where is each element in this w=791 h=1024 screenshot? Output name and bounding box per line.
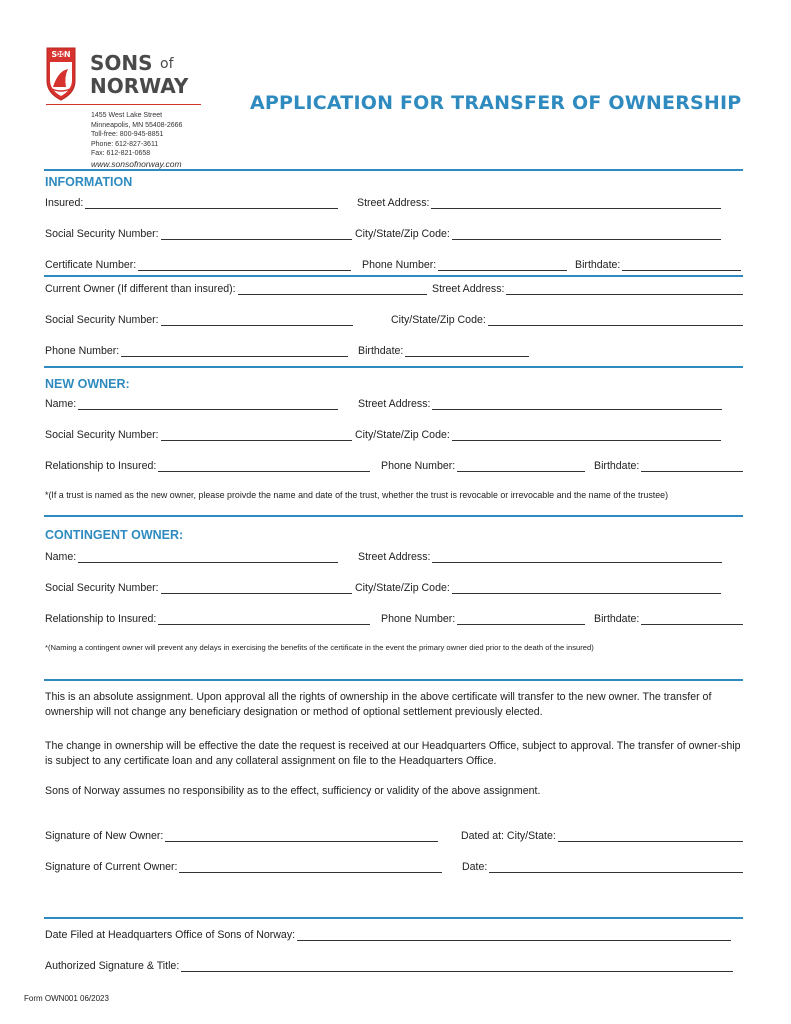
new-owner-city-state-zip-label: City/State/Zip Code: bbox=[355, 429, 450, 441]
contingent-owner-street-address-label: Street Address: bbox=[358, 551, 431, 563]
terms-paragraph-3: Sons of Norway assumes no responsibility as to the effect, sufficiency or validity of the above assignment. bbox=[45, 785, 541, 797]
contingent-owner-city-state-zip-field[interactable] bbox=[355, 582, 721, 594]
section-divider bbox=[44, 169, 743, 171]
brand-of: of bbox=[160, 56, 174, 72]
current-owner-ssn-label: Social Security Number: bbox=[45, 314, 159, 326]
new-owner-ssn-field[interactable] bbox=[45, 429, 352, 441]
brand-sons: SONS bbox=[90, 51, 153, 75]
contingent-owner-relationship-label: Relationship to Insured: bbox=[45, 613, 157, 625]
section-divider bbox=[44, 917, 743, 919]
logo bbox=[46, 47, 201, 105]
phone-number-field[interactable] bbox=[362, 259, 567, 271]
new-owner-birthdate-field[interactable] bbox=[594, 460, 743, 472]
page-title: APPLICATION FOR TRANSFER OF OWNERSHIP bbox=[250, 92, 742, 114]
new-owner-relationship-field[interactable] bbox=[45, 460, 370, 472]
date-filed-field[interactable] bbox=[45, 929, 731, 941]
section-divider bbox=[44, 679, 743, 681]
certificate-number-label: Certificate Number: bbox=[45, 259, 137, 271]
dated-at-field[interactable] bbox=[461, 830, 743, 842]
certificate-number-field[interactable] bbox=[45, 259, 351, 271]
street-address-field[interactable] bbox=[357, 197, 721, 209]
contingent-owner-phone-number-label: Phone Number: bbox=[381, 613, 456, 625]
current-owner-city-state-zip-field[interactable] bbox=[391, 314, 743, 326]
new-owner-birthdate-label: Birthdate: bbox=[594, 460, 640, 472]
current-owner-phone-number-field[interactable] bbox=[45, 345, 348, 357]
section-divider bbox=[44, 366, 743, 368]
contingent-owner-ssn-label: Social Security Number: bbox=[45, 582, 159, 594]
insured-label: Insured: bbox=[45, 197, 84, 209]
current-owner-phone-number-label: Phone Number: bbox=[45, 345, 120, 357]
current-owner-street-address-field[interactable] bbox=[432, 283, 743, 295]
new-owner-phone-number-field[interactable] bbox=[381, 460, 585, 472]
contingent-owner-city-state-zip-label: City/State/Zip Code: bbox=[355, 582, 450, 594]
section-heading-new-owner: NEW OWNER: bbox=[45, 377, 130, 391]
contingent-owner-ssn-field[interactable] bbox=[45, 582, 352, 594]
section-divider bbox=[44, 275, 743, 277]
insured-field[interactable] bbox=[45, 197, 338, 209]
terms-paragraph-2: The change in ownership will be effective the date the request is received at our Headquarters Office, subject to approval. The transfer of owner-ship is subject to any certificate loan and any collateral assignment on file to the Headquarters Office. bbox=[45, 740, 741, 767]
form-code: Form OWN001 06/2023 bbox=[24, 994, 109, 1003]
street-address-label: Street Address: bbox=[357, 197, 430, 209]
new-owner-signature-label: Signature of New Owner: bbox=[45, 830, 164, 842]
current-owner-ssn-field[interactable] bbox=[45, 314, 353, 326]
terms-paragraph-1: This is an absolute assignment. Upon approval all the rights of ownership in the above certificate will transfer to the new owner. The transfer of ownership will not change any beneficiary designation or method of optional settlement previously elected. bbox=[45, 691, 712, 718]
contingent-owner-birthdate-field[interactable] bbox=[594, 613, 743, 625]
section-divider bbox=[44, 515, 743, 517]
contingent-owner-name-field[interactable] bbox=[45, 551, 338, 563]
new-owner-street-address-field[interactable] bbox=[358, 398, 722, 410]
authorized-signature-label: Authorized Signature & Title: bbox=[45, 960, 180, 972]
section-heading-information: INFORMATION bbox=[45, 175, 133, 189]
city-state-zip-field[interactable] bbox=[355, 228, 721, 240]
new-owner-ssn-label: Social Security Number: bbox=[45, 429, 159, 441]
current-owner-street-address-label: Street Address: bbox=[432, 283, 505, 295]
city-state-zip-label: City/State/Zip Code: bbox=[355, 228, 450, 240]
new-owner-city-state-zip-field[interactable] bbox=[355, 429, 721, 441]
current-owner-city-state-zip-label: City/State/Zip Code: bbox=[391, 314, 486, 326]
contingent-owner-birthdate-label: Birthdate: bbox=[594, 613, 640, 625]
ssn-field[interactable] bbox=[45, 228, 352, 240]
current-owner-signature-field[interactable] bbox=[45, 861, 442, 873]
address-phone: Phone: 612-827-3611 bbox=[91, 140, 159, 148]
phone-number-label: Phone Number: bbox=[362, 259, 437, 271]
dated-at-label: Dated at: City/State: bbox=[461, 830, 556, 842]
ssn-label: Social Security Number: bbox=[45, 228, 159, 240]
new-owner-name-field[interactable] bbox=[45, 398, 338, 410]
current-owner-field[interactable] bbox=[45, 283, 427, 295]
address-tollfree: Toll-free: 800-945-8851 bbox=[91, 131, 164, 138]
new-owner-signature-field[interactable] bbox=[45, 830, 438, 842]
current-owner-label: Current Owner (If different than insured): bbox=[45, 283, 236, 295]
website: www.sonsofnorway.com bbox=[91, 158, 182, 169]
current-owner-birthdate-label: Birthdate: bbox=[358, 345, 404, 357]
new-owner-relationship-label: Relationship to Insured: bbox=[45, 460, 157, 472]
new-owner-phone-number-label: Phone Number: bbox=[381, 460, 456, 472]
logo-underline bbox=[46, 104, 201, 105]
new-owner-street-address-label: Street Address: bbox=[358, 398, 431, 410]
birthdate-field[interactable] bbox=[575, 259, 741, 271]
date-field[interactable] bbox=[462, 861, 743, 873]
birthdate-label: Birthdate: bbox=[575, 259, 621, 271]
current-owner-birthdate-field[interactable] bbox=[358, 345, 529, 357]
address-street: 1455 West Lake Street bbox=[91, 112, 163, 119]
logo-badge-text: S✠N bbox=[51, 50, 71, 59]
address-block bbox=[91, 111, 182, 169]
authorized-signature-field[interactable] bbox=[45, 960, 733, 972]
new-owner-name-label: Name: bbox=[45, 398, 77, 410]
contingent-owner-name-label: Name: bbox=[45, 551, 77, 563]
contingent-owner-street-address-field[interactable] bbox=[358, 551, 722, 563]
section-heading-contingent-owner: CONTINGENT OWNER: bbox=[45, 528, 184, 542]
contingent-owner-phone-number-field[interactable] bbox=[381, 613, 585, 625]
current-owner-signature-label: Signature of Current Owner: bbox=[45, 861, 178, 873]
trust-note: *(If a trust is named as the new owner, please proivde the name and date of the trust, whether the trust is revocable or irrevocable and the name of the trustee) bbox=[45, 490, 669, 500]
address-city: Minneapolis, MN 55408-2666 bbox=[91, 121, 183, 129]
date-label: Date: bbox=[462, 861, 488, 873]
contingent-note: *(Naming a contingent owner will prevent any delays in exercising the benefits of the certificate in the event the primary owner died prior to the death of the insured) bbox=[45, 643, 594, 652]
date-filed-label: Date Filed at Headquarters Office of Sons of Norway: bbox=[45, 929, 296, 941]
brand-norway: NORWAY bbox=[90, 74, 189, 98]
address-fax: Fax: 612-821-0658 bbox=[91, 150, 151, 157]
contingent-owner-relationship-field[interactable] bbox=[45, 613, 370, 625]
